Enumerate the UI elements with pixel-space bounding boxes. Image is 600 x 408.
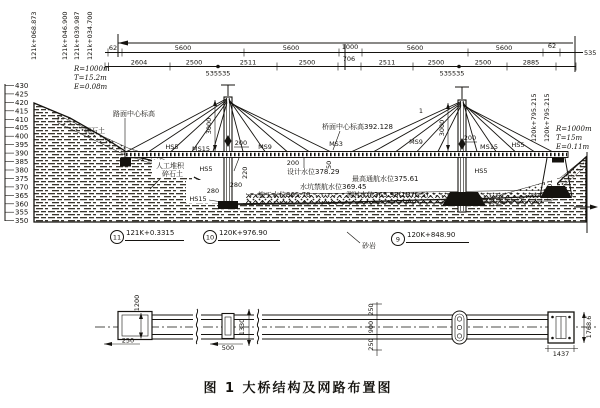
plan-tower-section [452, 311, 467, 344]
tower1-200-dim: 200 [234, 139, 248, 147]
pier-10-number: 10 [205, 233, 215, 242]
plan-dim-1437: 1437 [552, 350, 570, 358]
dim-2604: 2604 [130, 58, 148, 67]
station-left-4: 121k+034.700 [86, 11, 94, 60]
elev-390: 390 [15, 149, 29, 158]
elev-395: 395 [15, 141, 29, 150]
tower2-200-dim: 200 [463, 134, 477, 142]
station-left-3: 121k+039.987 [73, 11, 81, 60]
elev-415: 415 [15, 107, 29, 116]
tower1-foundation [218, 201, 238, 209]
station-right-1: 120k+795.215 [530, 93, 538, 142]
hs5-below-deck-r: HS5 [474, 167, 488, 175]
elev-370: 370 [15, 183, 29, 192]
pier-9-station: 120K+848.90 [407, 231, 456, 239]
plan-dim-250-top: 250 [367, 303, 375, 316]
curve-left-e: E=0.08m [74, 83, 108, 91]
fill-soil-label-1: 人工堆积 [156, 162, 184, 170]
cable-label-ms9-r: MS9 [409, 138, 423, 146]
figure-caption: 图 1 大桥结构及网路布置图 [203, 381, 393, 396]
dim-280-b: 280 [206, 187, 220, 195]
cable-index-1: 1 [418, 107, 424, 115]
tower1-3000-dim: 3000 [205, 117, 213, 135]
deck-200-dim: 200 [286, 159, 300, 167]
tower2-3000-dim: 3000 [438, 119, 446, 137]
plan-dim-1330: 1330 [238, 318, 246, 336]
curve-left-r: R=1000m [74, 65, 110, 73]
plan-dim-1200: 1200 [133, 294, 141, 312]
dim-5600-3: 5600 [406, 44, 424, 52]
elev-425: 425 [15, 90, 29, 99]
cable-label-ms3: MS3 [329, 140, 343, 148]
max-navigation-water-level: 最高通航水位375.61 [352, 175, 419, 183]
elev-355: 355 [15, 208, 29, 217]
deck-50-dim: 50 [325, 160, 333, 169]
dim-5600-2: 5600 [282, 44, 300, 52]
hs15-label: HS15 [189, 195, 207, 203]
pier-10-station: 120K+976.90 [219, 229, 268, 237]
elev-420: 420 [15, 98, 29, 107]
plan-dim-250-left: 250 [121, 336, 135, 345]
cable-label-ms15-l1: MS15 [191, 145, 211, 153]
dim-2885: 2885 [522, 58, 540, 67]
deck-center-elevation: 桥面中心标高392.128 [322, 123, 393, 131]
station-right-2: 120k+795.215 [543, 93, 551, 142]
dim-535535-left: 535535 [205, 69, 231, 78]
curve-right-r: R=1000m [556, 125, 592, 133]
elev-405: 405 [15, 124, 29, 133]
plan-dim-250-bottom: 250 [367, 338, 375, 351]
plan-dim-500: 500 [221, 344, 235, 352]
road-center-elevation: 路面中心标高 [113, 110, 155, 118]
dim-535535-right: 535535 [439, 69, 465, 78]
navigation-ban-water-level: 水坑禁航水位369.45 [300, 183, 367, 191]
elev-350: 350 [15, 217, 29, 226]
curve-left-t: T=15.2m [74, 74, 107, 82]
station-left-2: 121k+046.900 [61, 11, 69, 60]
curve-right-e: E=0.11m [556, 143, 590, 151]
curve-right-t: T=15m [556, 134, 583, 142]
hs5-below-deck-l: HS5 [199, 165, 213, 173]
dim-1000: 1000 [341, 43, 359, 51]
elev-380: 380 [15, 166, 29, 175]
right-bearing [552, 158, 564, 163]
dim-2511-1: 2511 [239, 58, 257, 67]
riverbed-zigzag-2 [242, 200, 542, 205]
cable-label-ms15-r: MS15 [479, 143, 499, 151]
survey-water-level: 测时水位365.98(1976.5) [346, 191, 429, 199]
sandstone-label: 砂岩 [362, 242, 376, 250]
elev-360: 360 [15, 200, 29, 209]
elev-430: 430 [15, 82, 29, 90]
plan-dim-1768: 1768.6 [585, 315, 593, 339]
dim-2500-4: 2500 [474, 58, 492, 67]
dim-2500-2: 2500 [298, 58, 316, 67]
pier-11-station: 121K+0.3315 [126, 229, 175, 237]
left-abutment [120, 158, 131, 167]
pebble-soil-label: 卵石土 [84, 127, 105, 135]
plan-dim-900: 900 [367, 320, 375, 334]
elev-365: 365 [15, 191, 29, 200]
cable-label-hs5-r: HS5 [511, 141, 525, 149]
dim-2500-1: 2500 [185, 58, 203, 67]
dim-5600-1: 5600 [174, 44, 192, 52]
pier-9-number: 9 [395, 235, 401, 244]
tower1-station-dot [216, 65, 220, 69]
elev-375: 375 [15, 174, 29, 183]
fill-soil-label-2: 碎石土 [162, 170, 183, 178]
pier-11-number: 11 [112, 233, 122, 242]
cable-label-hs5-l1: HS5 [165, 143, 179, 151]
dim-62-right: 62 [547, 42, 557, 50]
dim-220: 220 [241, 166, 249, 179]
plan-left-block [118, 312, 152, 340]
curve-parameters-left [73, 65, 110, 91]
elev-385: 385 [15, 158, 29, 166]
station-left-1: 121k+068.873 [30, 11, 38, 60]
dim-101: 101 [546, 179, 554, 192]
tower2-station-dot [457, 65, 461, 69]
dim-535: 535 [584, 49, 597, 57]
dim-2511-2: 2511 [378, 58, 396, 67]
dim-706: 706 [342, 55, 356, 63]
elev-410: 410 [15, 115, 29, 124]
design-water-level: 设计水位378.29 [287, 168, 340, 176]
construction-water-level: 施工水位365.70 [258, 191, 311, 199]
cable-label-ms9-l1: MS9 [258, 143, 272, 151]
dim-62-left: 62 [108, 44, 118, 52]
dim-2500-3: 2500 [427, 58, 445, 67]
elev-400: 400 [15, 132, 29, 141]
dim-280-a: 280 [229, 181, 243, 189]
dim-5600-4: 5600 [495, 44, 513, 52]
